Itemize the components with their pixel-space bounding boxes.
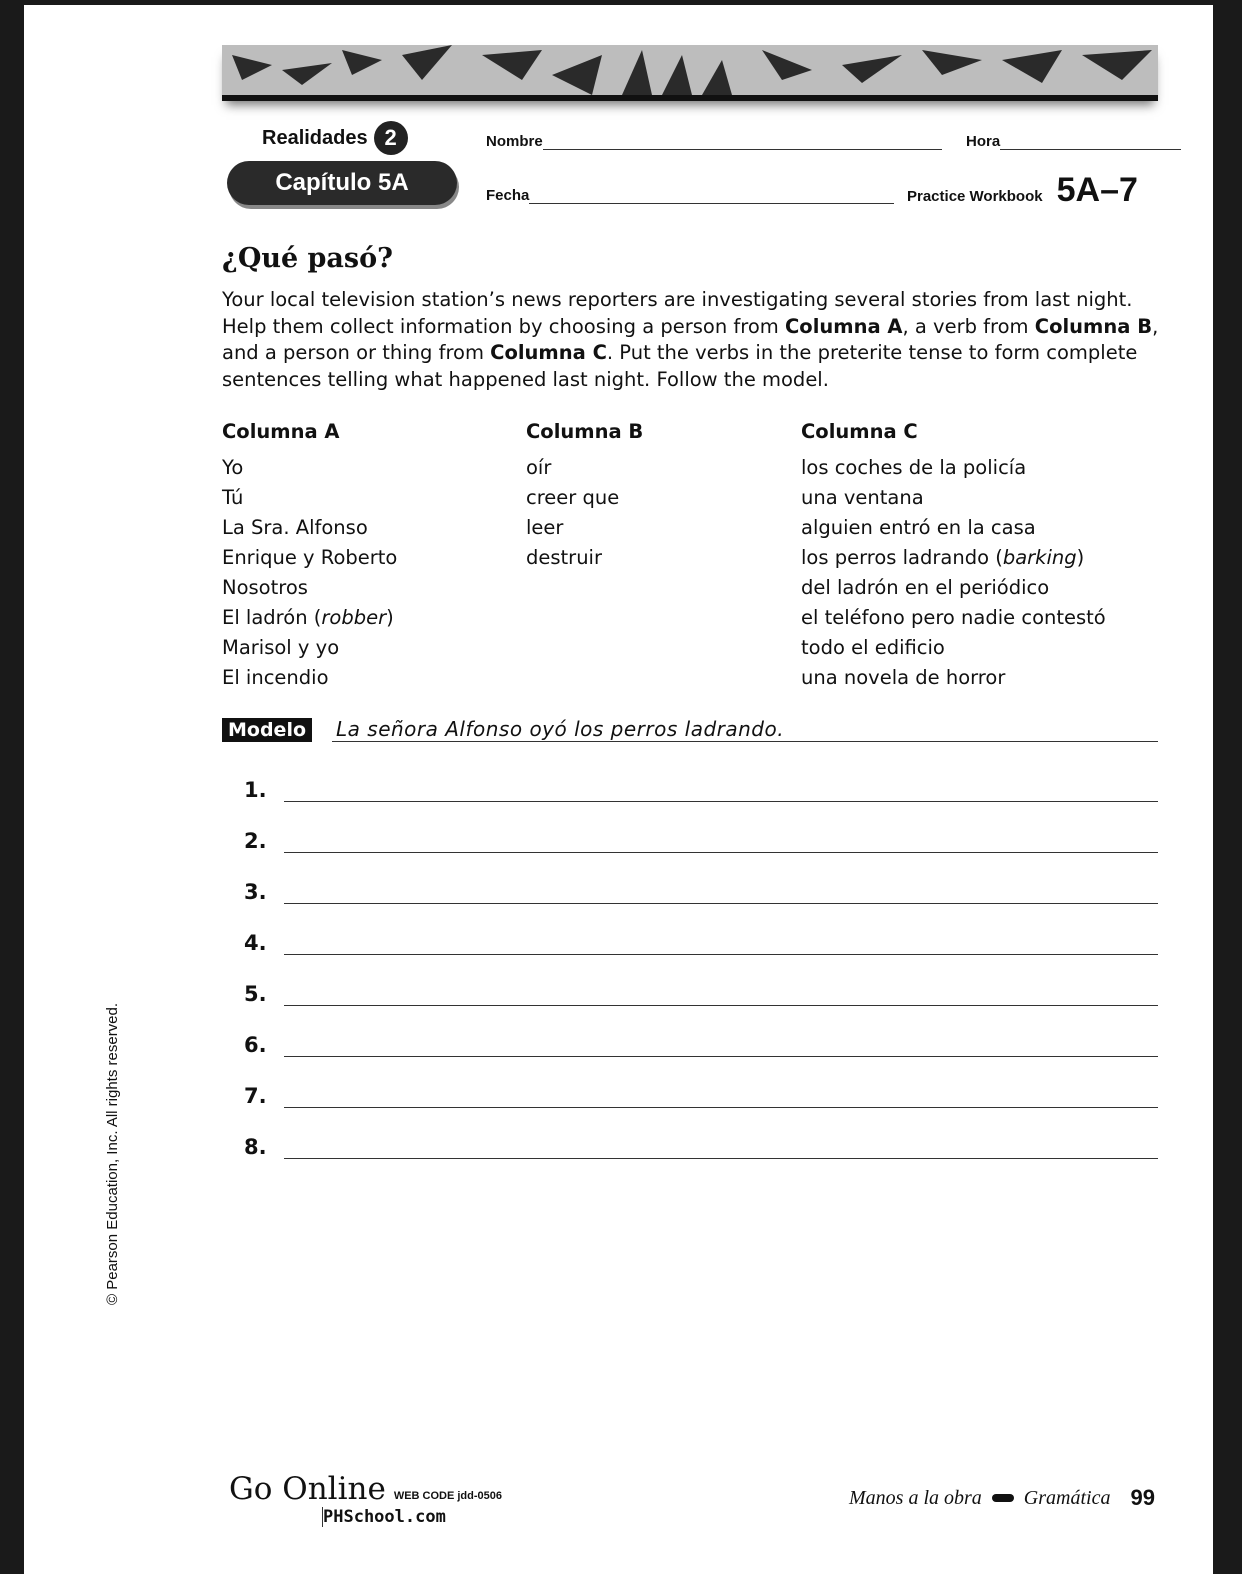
answer-input-8[interactable] [284, 1134, 1158, 1159]
hora-input[interactable] [1000, 129, 1181, 150]
fecha-input[interactable] [529, 183, 894, 204]
page-footer [849, 1485, 1155, 1511]
activity-code: 5A–7 [1056, 171, 1138, 209]
column-c [801, 417, 1106, 693]
column-item: del ladrón en el periódico [801, 576, 1050, 599]
answer-input-7[interactable] [284, 1083, 1158, 1108]
answer-row [244, 879, 1158, 904]
item-number: 1. [244, 778, 267, 802]
answer-input-5[interactable] [284, 981, 1158, 1006]
item-number: 3. [244, 880, 267, 904]
item-number: 4. [244, 931, 267, 955]
answer-row [244, 981, 1158, 1006]
model-label: Modelo [222, 718, 312, 742]
item-number: 2. [244, 829, 267, 853]
answer-row [244, 777, 1158, 802]
answer-row [244, 828, 1158, 853]
column-header: Columna A [222, 420, 340, 443]
column-item: todo el edificio [801, 636, 945, 659]
column-item: creer que [526, 486, 620, 509]
chapter-badge: Capítulo 5A [227, 161, 457, 205]
column-item: una novela de horror [801, 666, 1006, 689]
go-online-text: Go Online [229, 1471, 386, 1507]
column-item: destruir [526, 546, 602, 569]
column-item: Marisol y yo [222, 636, 340, 659]
answer-row [244, 1083, 1158, 1108]
nombre-input[interactable] [543, 129, 942, 150]
answer-input-6[interactable] [284, 1032, 1158, 1057]
item-number: 5. [244, 982, 267, 1006]
workbook-id [907, 171, 1138, 210]
separator-icon [992, 1494, 1014, 1502]
decorative-banner [222, 45, 1158, 101]
column-item: El incendio [222, 666, 329, 689]
web-code: WEB CODE jdd-0506 [393, 1490, 502, 1502]
item-number: 8. [244, 1135, 267, 1159]
nombre-label: Nombre [486, 133, 543, 150]
column-header: Columna B [526, 420, 644, 443]
level-badge: 2 [374, 121, 408, 155]
answer-input-2[interactable] [284, 828, 1158, 853]
fecha-field [486, 183, 894, 204]
answer-row [244, 1032, 1158, 1057]
answer-input-4[interactable] [284, 930, 1158, 955]
column-item: alguien entró en la casa [801, 516, 1036, 539]
go-online-logo [229, 1471, 502, 1527]
column-item: leer [526, 516, 564, 539]
column-item: Nosotros [222, 576, 308, 599]
column-item: los perros ladrando (barking) [801, 546, 1085, 569]
column-item: Yo [222, 456, 244, 479]
item-number: 6. [244, 1033, 267, 1057]
series-name: Realidades [262, 126, 368, 149]
column-item: Enrique y Roberto [222, 546, 398, 569]
copyright-notice: © Pearson Education, Inc. All rights reserved. [104, 1002, 121, 1305]
answer-row [244, 1134, 1158, 1159]
column-item: los coches de la policía [801, 456, 1027, 479]
model-answer: La señora Alfonso oyó los perros ladrando. [332, 717, 1158, 742]
column-item: el teléfono pero nadie contestó [801, 606, 1106, 629]
column-item: oír [526, 456, 552, 479]
answer-input-3[interactable] [284, 879, 1158, 904]
workbook-label: Practice Workbook [907, 188, 1043, 205]
column-item: Tú [222, 486, 244, 509]
column-item: una ventana [801, 486, 924, 509]
answer-input-1[interactable] [284, 777, 1158, 802]
fecha-label: Fecha [486, 187, 530, 204]
worksheet-page [24, 5, 1213, 1574]
instructions: Your local television station’s news reporters are investigating several stories from last night. Help them collect information by choosing a person from Columna A, a verb from Columna B, and a person or thing from Columna C. Put the verbs in the preterite tense to form complete sentences telling what happened last night. Follow the model. [222, 288, 1159, 391]
hora-field [966, 129, 1154, 150]
answer-row [244, 930, 1158, 955]
series-label [262, 121, 408, 155]
site-link[interactable]: PHSchool.com [322, 1507, 502, 1527]
column-b [526, 417, 643, 573]
activity-title: ¿Qué pasó? [222, 243, 393, 274]
page-number: 99 [1130, 1485, 1155, 1510]
column-a [222, 417, 397, 693]
column-item: La Sra. Alfonso [222, 516, 368, 539]
item-number: 7. [244, 1084, 267, 1108]
nombre-field [486, 129, 942, 150]
column-item: El ladrón (robber) [222, 606, 394, 629]
column-header: Columna C [801, 420, 918, 443]
model-row [222, 717, 1158, 742]
section-name: Manos a la obra [849, 1486, 982, 1509]
topic-name: Gramática [1023, 1486, 1111, 1509]
hora-label: Hora [966, 133, 1001, 150]
